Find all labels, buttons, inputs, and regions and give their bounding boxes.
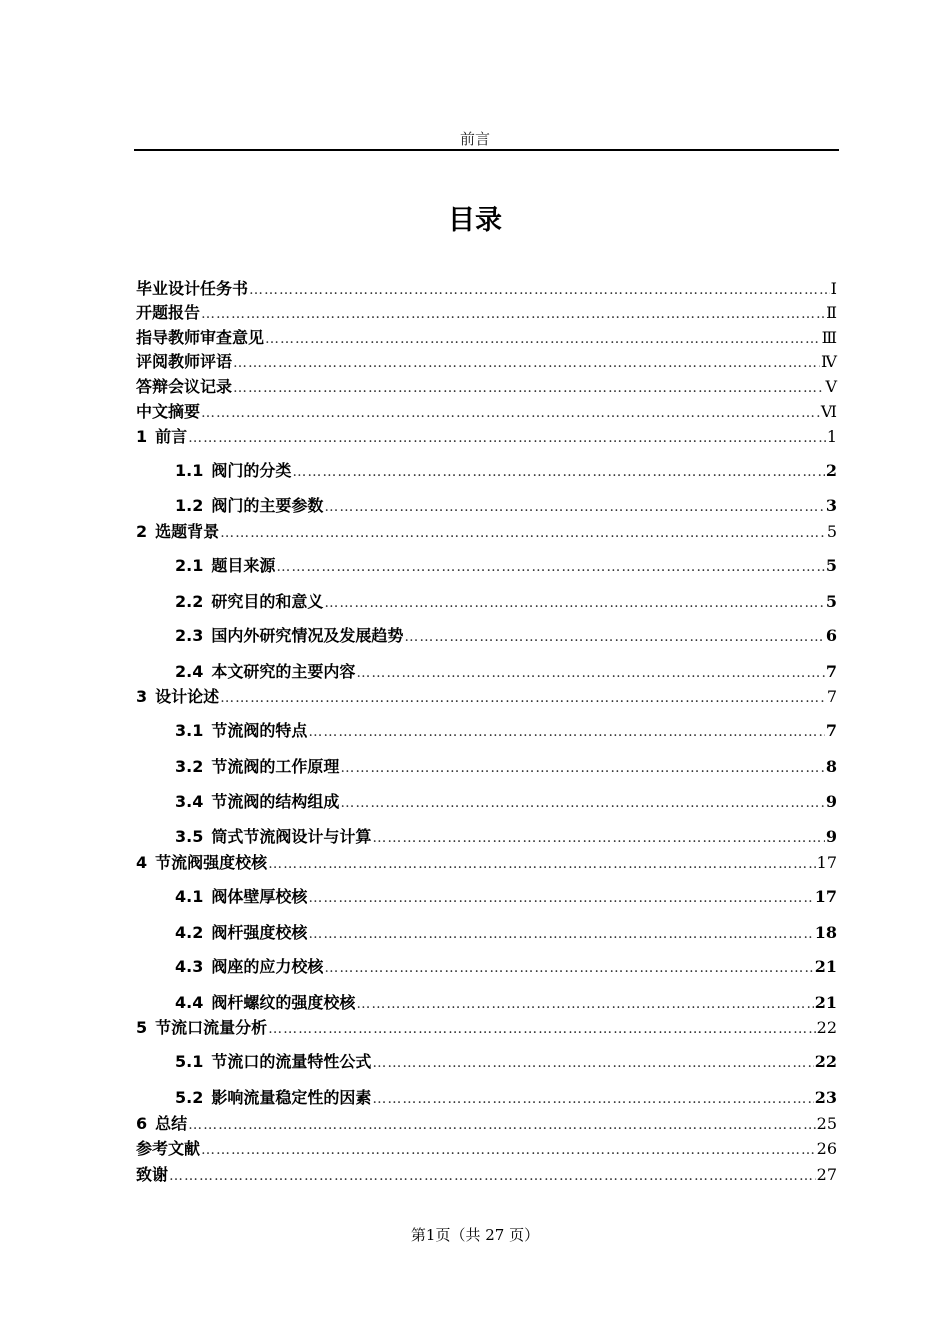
toc-entry-number: 3.5 bbox=[175, 827, 204, 846]
toc-entry-label bbox=[175, 824, 371, 847]
toc-entry-label bbox=[136, 519, 219, 542]
toc-entry-number: 4 bbox=[136, 853, 148, 872]
toc-entry-title: 指导教师审查意见 bbox=[136, 328, 265, 347]
toc-leader-dots bbox=[324, 499, 825, 515]
toc-entry-page: 6 bbox=[825, 626, 837, 645]
toc-entry-number: 4.1 bbox=[175, 887, 204, 906]
toc-leader-dots bbox=[201, 306, 825, 322]
toc-entry-number: 3.1 bbox=[175, 721, 204, 740]
toc-entry-page: Ⅱ bbox=[826, 303, 837, 322]
toc-entry-number: 4.3 bbox=[175, 957, 204, 976]
toc-entry[interactable] bbox=[175, 990, 837, 1014]
toc-entry-title: 本文研究的主要内容 bbox=[211, 662, 356, 681]
toc-entry-title: 总结 bbox=[155, 1114, 188, 1133]
toc-leader-dots bbox=[169, 1168, 816, 1184]
toc-entry-label bbox=[136, 1015, 267, 1038]
toc-leader-dots bbox=[340, 795, 825, 811]
toc-entry-title: 中文摘要 bbox=[136, 402, 201, 421]
toc-entry-number: 2.4 bbox=[175, 662, 204, 681]
toc-entry[interactable] bbox=[175, 718, 837, 742]
toc-entry-number: 3.4 bbox=[175, 792, 204, 811]
toc-entry-label bbox=[136, 684, 219, 707]
toc-entry[interactable] bbox=[136, 1136, 837, 1160]
toc-leader-dots bbox=[220, 690, 826, 706]
toc-entry-number: 2 bbox=[136, 522, 148, 541]
toc-entry-page: 18 bbox=[814, 923, 837, 942]
toc-entry-label bbox=[175, 990, 355, 1013]
toc-entry-page: 17 bbox=[816, 853, 837, 872]
toc-entry-label bbox=[136, 1136, 200, 1159]
toc-entry-label bbox=[136, 1111, 187, 1134]
toc-leader-dots bbox=[268, 1021, 815, 1037]
toc-entry[interactable] bbox=[175, 553, 837, 577]
toc-leader-dots bbox=[356, 996, 813, 1012]
toc-entry-number: 2.3 bbox=[175, 626, 204, 645]
toc-entry-label bbox=[175, 754, 339, 777]
toc-entry-number: 1.2 bbox=[175, 496, 204, 515]
toc-entry-title: 参考文献 bbox=[136, 1139, 201, 1158]
toc-entry[interactable] bbox=[136, 349, 837, 373]
toc-entry-label bbox=[175, 884, 307, 907]
toc-leader-dots bbox=[372, 830, 825, 846]
toc-entry-number: 6 bbox=[136, 1114, 148, 1133]
toc-entry-page: 5 bbox=[826, 522, 837, 541]
toc-entry[interactable] bbox=[136, 1111, 837, 1135]
toc-entry-number: 4.2 bbox=[175, 923, 204, 942]
toc-entry[interactable] bbox=[136, 684, 837, 708]
toc-entry-number: 5 bbox=[136, 1018, 148, 1037]
toc-entry[interactable] bbox=[175, 789, 837, 813]
toc-entry-label bbox=[136, 424, 187, 447]
toc-entry-label bbox=[175, 718, 307, 741]
toc-entry-page: 2 bbox=[825, 461, 837, 480]
toc-entry[interactable] bbox=[175, 884, 837, 908]
toc-entry-label bbox=[175, 789, 339, 812]
toc-entry[interactable] bbox=[136, 1015, 837, 1039]
toc-entry-page: 3 bbox=[825, 496, 837, 515]
page-footer: 第1页（共 27 页） bbox=[410, 1226, 540, 1244]
toc-entry-label bbox=[136, 399, 200, 422]
toc-leader-dots bbox=[233, 355, 820, 371]
toc-leader-dots bbox=[276, 559, 825, 575]
toc-entry-page: 22 bbox=[816, 1018, 837, 1037]
toc-entry-number: 5.1 bbox=[175, 1052, 204, 1071]
toc-entry-page: 8 bbox=[825, 757, 837, 776]
toc-entry-label bbox=[136, 276, 248, 299]
toc-entry-page: 7 bbox=[825, 662, 837, 681]
toc-leader-dots bbox=[233, 380, 824, 396]
toc-entry-title: 阀杆强度校核 bbox=[211, 923, 308, 942]
toc-entry-label bbox=[175, 1049, 371, 1072]
toc-entry[interactable] bbox=[175, 659, 837, 683]
toc-leader-dots bbox=[372, 1055, 813, 1071]
toc-entry[interactable] bbox=[136, 424, 837, 448]
toc-entry[interactable] bbox=[136, 374, 837, 398]
toc-entry-page: 26 bbox=[816, 1139, 837, 1158]
toc-entry[interactable] bbox=[136, 276, 837, 300]
toc-entry[interactable] bbox=[175, 920, 837, 944]
toc-entry-page: 21 bbox=[814, 957, 837, 976]
toc-entry[interactable] bbox=[136, 519, 837, 543]
toc-leader-dots bbox=[356, 665, 825, 681]
toc-entry-title: 选题背景 bbox=[155, 522, 220, 541]
toc-leader-dots bbox=[340, 760, 825, 776]
toc-entry-title: 节流阀强度校核 bbox=[155, 853, 268, 872]
toc-entry-number: 5.2 bbox=[175, 1088, 204, 1107]
toc-leader-dots bbox=[188, 1117, 815, 1133]
toc-entry-page: 23 bbox=[814, 1088, 837, 1107]
toc-entry-label bbox=[136, 300, 200, 323]
toc-leader-dots bbox=[201, 1142, 816, 1158]
toc-entry-title: 筒式节流阀设计与计算 bbox=[211, 827, 372, 846]
toc-entry-label bbox=[175, 1085, 371, 1108]
toc-entry-title: 题目来源 bbox=[211, 556, 276, 575]
toc-entry-page: 27 bbox=[816, 1165, 837, 1184]
toc-entry-title: 阀杆螺纹的强度校核 bbox=[211, 993, 356, 1012]
toc-entry-page: 1 bbox=[826, 427, 837, 446]
toc-entry-label bbox=[175, 589, 323, 612]
toc-entry-label bbox=[136, 850, 267, 873]
toc-entry-title: 毕业设计任务书 bbox=[136, 279, 249, 298]
toc-entry-title: 开题报告 bbox=[136, 303, 201, 322]
toc-entry-title: 研究目的和意义 bbox=[211, 592, 324, 611]
toc-leader-dots bbox=[188, 430, 826, 446]
toc-leader-dots bbox=[249, 282, 830, 298]
toc-entry-number: 2.1 bbox=[175, 556, 204, 575]
toc-entry-page: 9 bbox=[825, 792, 837, 811]
toc-entry-page: Ⅵ bbox=[820, 402, 837, 421]
toc-title: 目录 bbox=[448, 205, 502, 236]
toc-leader-dots bbox=[404, 629, 825, 645]
toc-entry-label bbox=[136, 374, 232, 397]
toc-leader-dots bbox=[292, 464, 825, 480]
toc-leader-dots bbox=[324, 595, 825, 611]
toc-entry[interactable] bbox=[136, 325, 837, 349]
toc-entry-number: 1.1 bbox=[175, 461, 204, 480]
toc-entry-title: 影响流量稳定性的因素 bbox=[211, 1088, 372, 1107]
toc-entry-title: 节流口的流量特性公式 bbox=[211, 1052, 372, 1071]
toc-entry[interactable] bbox=[136, 300, 837, 324]
toc-entry-title: 节流阀的特点 bbox=[211, 721, 308, 740]
toc-leader-dots bbox=[308, 724, 825, 740]
toc-entry-label bbox=[136, 349, 232, 372]
toc-entry-page: Ⅲ bbox=[821, 328, 837, 347]
toc-entry-label bbox=[175, 659, 355, 682]
toc-entry-page: 25 bbox=[816, 1114, 837, 1133]
toc-entry-page: Ⅴ bbox=[825, 377, 837, 396]
toc-leader-dots bbox=[308, 926, 813, 942]
toc-entry-number: 4.4 bbox=[175, 993, 204, 1012]
toc-entry[interactable] bbox=[175, 1085, 837, 1109]
toc-entry[interactable] bbox=[175, 954, 837, 978]
toc-entry-page: 5 bbox=[825, 556, 837, 575]
toc-entry-page: 22 bbox=[814, 1052, 837, 1071]
toc-entry-title: 设计论述 bbox=[155, 687, 220, 706]
toc-entry-page: 7 bbox=[826, 687, 837, 706]
toc-entry-title: 阀座的应力校核 bbox=[211, 957, 324, 976]
toc-entry[interactable] bbox=[136, 850, 837, 874]
toc-entry-number: 2.2 bbox=[175, 592, 204, 611]
toc-leader-dots bbox=[220, 525, 826, 541]
toc-entry[interactable] bbox=[175, 623, 837, 647]
toc-leader-dots bbox=[308, 890, 813, 906]
toc-entry[interactable] bbox=[175, 458, 837, 482]
toc-entry-label bbox=[136, 1162, 168, 1185]
toc-entry[interactable] bbox=[175, 493, 837, 517]
toc-entry[interactable] bbox=[175, 589, 837, 613]
toc-entry-label bbox=[175, 920, 307, 943]
toc-entry-page: 7 bbox=[825, 721, 837, 740]
toc-entry-number: 3 bbox=[136, 687, 148, 706]
toc-entry[interactable] bbox=[175, 824, 837, 848]
toc-entry-title: 阀体壁厚校核 bbox=[211, 887, 308, 906]
toc-entry-page: Ⅳ bbox=[821, 352, 837, 371]
toc-leader-dots bbox=[265, 331, 821, 347]
toc-entry-title: 阀门的主要参数 bbox=[211, 496, 324, 515]
toc-leader-dots bbox=[324, 960, 813, 976]
toc-entry-title: 前言 bbox=[155, 427, 188, 446]
toc-entry[interactable] bbox=[136, 1162, 837, 1186]
toc-entry[interactable] bbox=[175, 1049, 837, 1073]
toc-entry-label bbox=[175, 954, 323, 977]
toc-leader-dots bbox=[268, 856, 815, 872]
toc-entry-label bbox=[175, 623, 403, 646]
toc-entry-page: 5 bbox=[825, 592, 837, 611]
toc-entry[interactable] bbox=[136, 399, 837, 423]
toc-entry-title: 答辩会议记录 bbox=[136, 377, 233, 396]
toc-leader-dots bbox=[201, 405, 820, 421]
running-header: 前言 bbox=[459, 130, 490, 148]
toc-entry[interactable] bbox=[175, 754, 837, 778]
toc-entry-title: 节流阀的工作原理 bbox=[211, 757, 340, 776]
toc-entry-label bbox=[175, 458, 291, 481]
toc-entry-title: 节流口流量分析 bbox=[155, 1018, 268, 1037]
toc-entry-page: 21 bbox=[814, 993, 837, 1012]
toc-leader-dots bbox=[372, 1091, 813, 1107]
toc-entry-page: Ⅰ bbox=[830, 279, 837, 298]
toc-entry-label bbox=[175, 553, 275, 576]
toc-entry-title: 阀门的分类 bbox=[211, 461, 292, 480]
toc-entry-page: 17 bbox=[814, 887, 837, 906]
toc-entry-label bbox=[175, 493, 323, 516]
toc-entry-number: 3.2 bbox=[175, 757, 204, 776]
toc-entry-title: 致谢 bbox=[136, 1165, 169, 1184]
toc-entry-label bbox=[136, 325, 264, 348]
toc-entry-number: 1 bbox=[136, 427, 148, 446]
toc-entry-page: 9 bbox=[825, 827, 837, 846]
toc-entry-title: 国内外研究情况及发展趋势 bbox=[211, 626, 404, 645]
toc-entry-title: 评阅教师评语 bbox=[136, 352, 233, 371]
toc-entry-title: 节流阀的结构组成 bbox=[211, 792, 340, 811]
